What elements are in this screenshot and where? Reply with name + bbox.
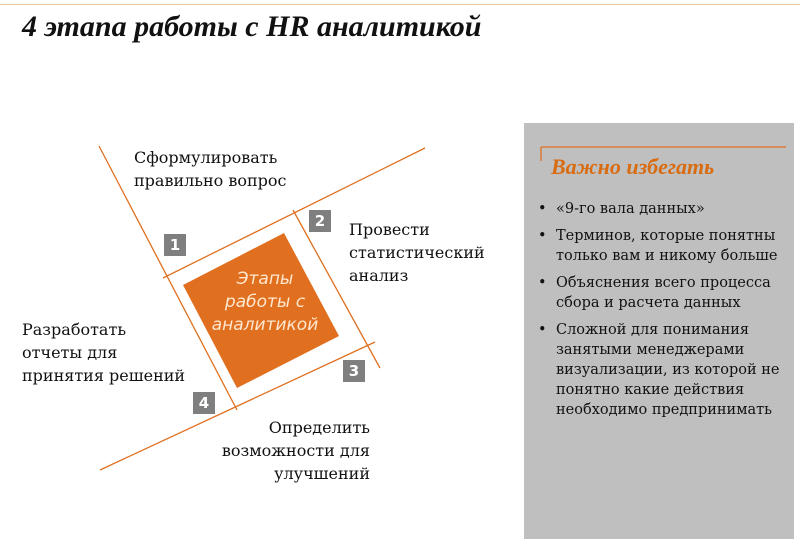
avoid-panel-title: Важно избегать [551,154,715,179]
step-1-line: правильно вопрос [134,171,287,190]
avoid-item-text: Сложной для понимания занятыми менеджерами визуализации, из которой не понятно какие действия необходимо предпринимать [556,322,780,418]
avoid-list-item [538,320,790,420]
step-2-line: статистический [349,243,485,262]
bullet-icon: • [538,228,547,244]
avoid-list [538,199,790,427]
step-4-label [22,318,185,387]
step-4-line: принятия решений [22,366,186,385]
step-3-badge: 3 [343,360,365,382]
bullet-icon: • [538,201,547,217]
step-4-badge: 4 [193,392,215,414]
step-2-line: Провести [349,220,430,239]
step-1-badge: 1 [164,234,186,256]
avoid-item-text: Объяснения всего процесса сбора и расчета данных [556,275,771,311]
center-label [195,268,335,337]
avoid-item-text: «9-го вала данных» [556,201,705,217]
page-title: 4 этапа работы с HR аналитикой [22,10,482,43]
bullet-icon: • [538,275,547,291]
step-1-label [134,146,287,192]
avoid-panel [524,123,794,539]
step-1-line: Сформулировать [134,148,278,167]
avoid-list-item [538,199,790,219]
bullet-icon: • [538,322,547,338]
step-3-line: возможности для [221,441,370,460]
avoid-list-item [538,226,790,266]
center-label-line: аналитикой [211,315,319,335]
step-4-line: Разработать [22,320,127,339]
avoid-item-text: Терминов, которые понятны только вам и никому больше [556,228,778,264]
step-3-label [212,416,370,485]
step-3-line: улучшений [274,464,370,483]
step-2-label [349,218,485,287]
step-3-line: Определить [268,418,370,437]
step-2-line: анализ [349,266,409,285]
center-label-line: Этапы [236,269,294,289]
step-4-line: отчеты для [22,343,118,362]
step-2-badge: 2 [309,210,331,232]
avoid-list-item [538,273,790,313]
center-label-line: работы с [224,292,306,312]
